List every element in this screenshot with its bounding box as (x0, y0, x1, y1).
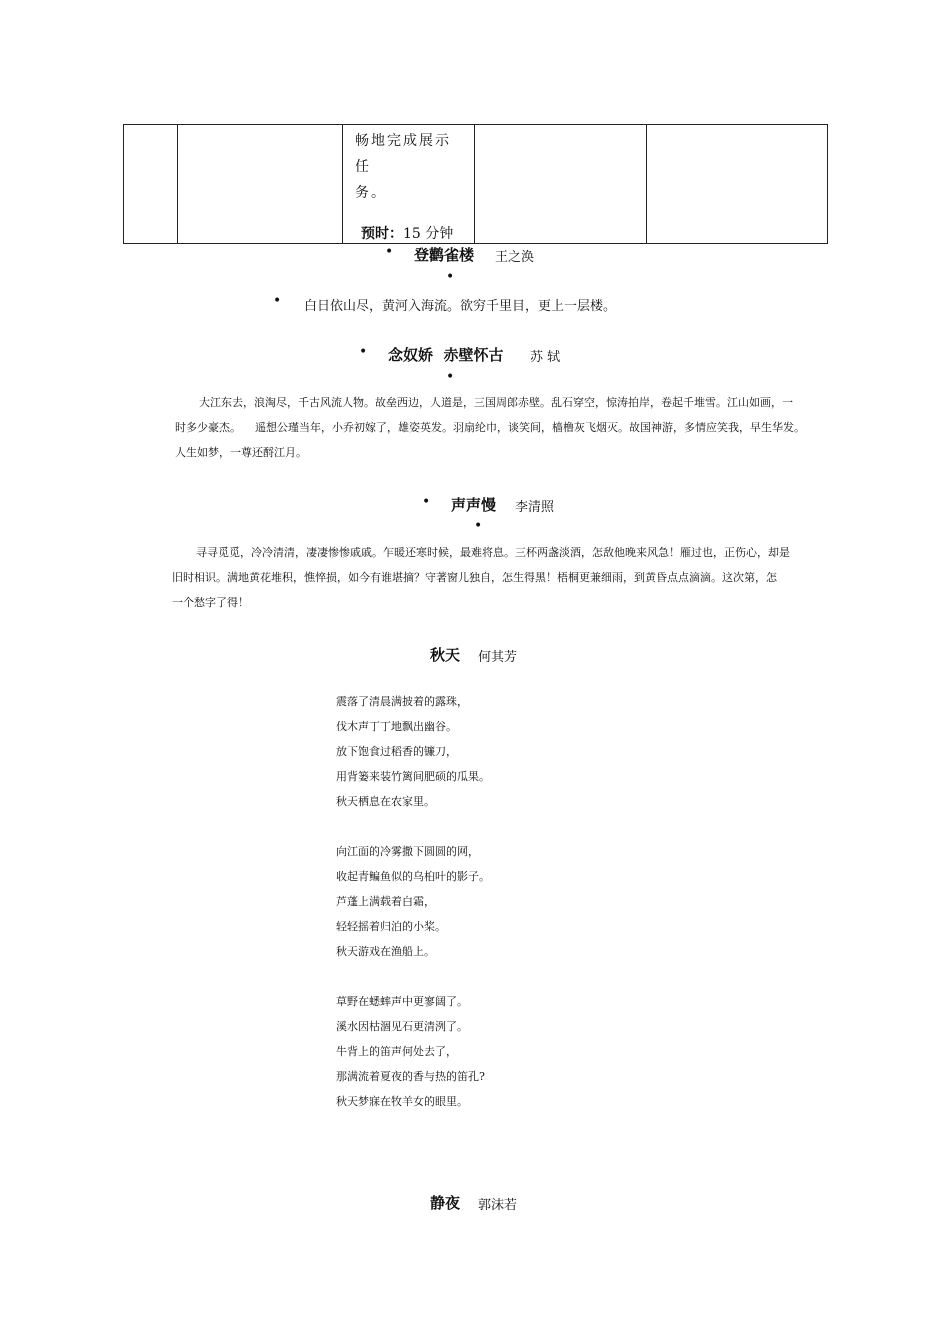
poem-body (336, 689, 636, 1114)
poem-body-line: 寻寻觅觅，冷冷清清，凄凄惨惨戚戚。乍暖还寒时候，最难将息。三杯两盏淡酒，怎敌他晚来风急！雁过也，正伤心，却是 (196, 546, 790, 559)
poem-line: 放下饱食过稻香的镰刀， (336, 745, 457, 758)
time-value: 15 分钟 (403, 226, 454, 242)
poem-line: 震落了清晨满披着的露珠， (336, 695, 468, 708)
poem-title: 秋天 (430, 646, 461, 664)
table-cell-empty (124, 125, 178, 244)
bullet-icon: • (273, 293, 282, 309)
poem-title: 登鹳雀楼 (414, 246, 475, 264)
poem-body-line: 一个愁字了得！ (172, 596, 249, 609)
poem-body-line: 人生如梦，一尊还酹江月。 (175, 446, 307, 459)
poem-title: 念奴娇 赤壁怀古 (388, 346, 504, 364)
poem-body (175, 390, 815, 465)
poem-line: 那满流着夏夜的香与热的笛孔? (336, 1070, 485, 1083)
poem-body-line: 时多少豪杰。 遥想公瑾当年，小乔初嫁了，雄姿英发。羽扇纶巾，谈笑间，樯橹灰飞烟灭。故国神游，多情应笑我，早生华发。 (175, 421, 805, 434)
poem-author: 李清照 (515, 500, 555, 515)
poem-body: 白日依山尽，黄河入海流。欲穷千里目，更上一层楼。 (304, 299, 617, 314)
cell-text-line: 务。 (355, 185, 387, 201)
poem-body (172, 540, 812, 615)
bullet-icon: • (446, 369, 455, 385)
table-cell-empty (647, 125, 828, 244)
poem-line: 伐木声丁丁地飘出幽谷。 (336, 720, 457, 733)
stanza-gap (336, 814, 636, 839)
bullet-icon: • (422, 494, 431, 510)
estimated-time (343, 223, 474, 243)
table-cell-activity (343, 125, 475, 244)
poem-line: 秋天栖息在农家里。 (336, 795, 435, 808)
poem-body-line: 旧时相识。满地黄花堆积，憔悴损，如今有谁堪摘？守著窗儿独自，怎生得黑！梧桐更兼细雨，到黄昏点点滴滴。这次第，怎 (172, 571, 777, 584)
poem-line: 秋天梦寐在牧羊女的眼里。 (336, 1095, 468, 1108)
table-cell-empty (178, 125, 343, 244)
poem-line: 秋天游戏在渔船上。 (336, 945, 435, 958)
poem-line: 牛背上的笛声何处去了， (336, 1045, 457, 1058)
bullet-icon: • (359, 344, 368, 360)
poem-author: 何其芳 (478, 650, 518, 665)
bullet-icon: • (385, 244, 394, 260)
poem-line: 向江面的冷雾撒下圆圆的网， (336, 845, 479, 858)
poem-line: 收起青鳊鱼似的乌桕叶的影子。 (336, 870, 490, 883)
poem-line: 草野在蟋蟀声中更寥阔了。 (336, 995, 468, 1008)
poem-line: 溪水因枯涸见石更清洌了。 (336, 1020, 468, 1033)
poem-line: 轻轻摇着归泊的小桨。 (336, 920, 446, 933)
table-cell-empty (475, 125, 647, 244)
poem-line: 用背篓来装竹篱间肥硕的瓜果。 (336, 770, 490, 783)
lesson-plan-table (123, 124, 828, 244)
bullet-icon: • (446, 269, 455, 285)
poem-author: 苏 轼 (530, 350, 561, 365)
bullet-icon: • (474, 518, 483, 534)
poem-body-line: 大江东去，浪淘尽，千古风流人物。故垒西边，人道是，三国周郎赤壁。乱石穿空，惊涛拍岸，卷起千堆雪。江山如画，一 (199, 396, 793, 409)
time-label: 预时： (361, 226, 403, 242)
poem-title: 静夜 (430, 1194, 461, 1212)
poem-author: 郭沫若 (478, 1198, 518, 1213)
poem-title: 声声慢 (451, 496, 497, 514)
stanza-gap (336, 964, 636, 989)
poem-line: 芦蓬上满载着白霜， (336, 895, 435, 908)
poem-author: 王之涣 (495, 250, 535, 265)
cell-text-line: 畅地完成展示任 (355, 133, 451, 175)
